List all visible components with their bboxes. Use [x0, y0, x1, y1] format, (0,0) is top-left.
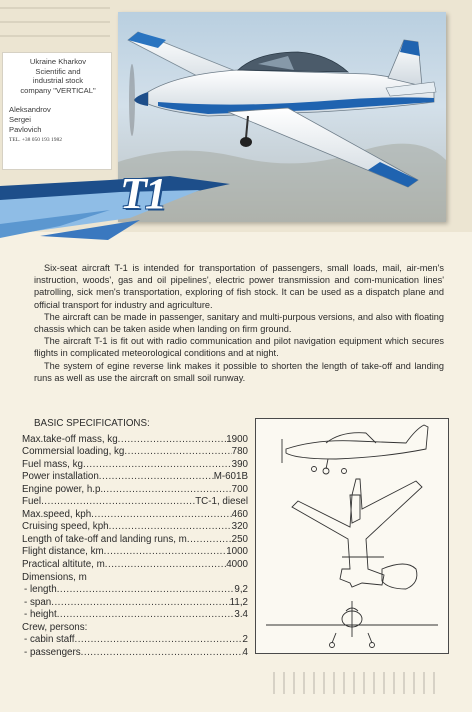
spec-label: Fuel mass, kg — [22, 458, 83, 470]
spec-row — [22, 546, 248, 559]
spec-row — [22, 634, 248, 647]
spec-row — [22, 559, 248, 572]
spec-value: TC-1, diesel — [195, 496, 248, 508]
spec-value: 320 — [231, 521, 248, 533]
specifications-title: BASIC SPECIFICATIONS: — [34, 418, 150, 429]
spec-value: 3.4 — [234, 609, 248, 621]
company-line: industrial stock — [32, 76, 84, 86]
company-line: Scientific and — [35, 66, 81, 76]
spec-row — [22, 446, 248, 459]
description-paragraph: The system of egine reverse link makes it possible to shorten the length of take-off and landing runs as well as use the aircraft on small soil runway. — [34, 360, 444, 383]
spec-label: - length — [24, 584, 57, 596]
spec-value: 4000 — [226, 559, 248, 571]
decorative-bars — [270, 672, 446, 694]
dimensions-heading — [22, 572, 248, 585]
three-view-drawing — [255, 418, 449, 654]
specifications — [22, 418, 248, 659]
spec-value: 11,2 — [229, 596, 248, 608]
spec-value: 250 — [231, 533, 248, 545]
company-line: Ukraine Kharkov — [29, 57, 87, 66]
spec-label: - cabin staff — [24, 634, 75, 646]
description-paragraph: The aircraft can be made in passenger, sanitary and multi-purpous versions, and also with floating chassis which can be taken aside when landing on firm ground. — [34, 311, 444, 335]
crew-title: Crew, persons: — [22, 621, 88, 633]
spec-label: Commersial loading, kg — [22, 446, 125, 458]
spec-row — [22, 509, 248, 522]
phone-number: TEL. +38 050 193 1982 — [9, 137, 63, 144]
description — [34, 262, 444, 384]
spec-row — [22, 471, 248, 484]
spec-row — [22, 521, 248, 534]
aircraft-drawings — [256, 419, 448, 653]
spec-label: Length of take-off and landing runs, m — [22, 533, 187, 545]
spec-label: Power installation — [22, 471, 99, 483]
spec-label: Flight distance, km — [22, 546, 104, 558]
spec-label: Cruising speed, kph — [22, 521, 109, 533]
spec-value: 1000 — [226, 546, 248, 558]
spec-row — [22, 534, 248, 547]
spec-label: Max.speed, kph — [22, 508, 92, 520]
crew-heading — [22, 622, 248, 635]
spec-value: 460 — [231, 508, 248, 520]
spec-row — [22, 496, 248, 509]
spec-row — [22, 484, 248, 497]
spec-value: M-601B — [213, 471, 248, 483]
spec-row — [22, 597, 248, 610]
spec-row — [22, 434, 248, 447]
spec-value: 1900 — [226, 433, 248, 445]
spec-row — [22, 609, 248, 622]
spec-label: Fuel — [22, 496, 42, 508]
spec-value: 4 — [242, 646, 248, 658]
contact-card — [2, 52, 112, 170]
spec-label: Practical altitute, m — [22, 559, 105, 571]
person-line: Pavlovich — [9, 124, 42, 134]
description-paragraph: The aircraft T-1 is fit out with radio communication and pilot navigation equipment which secures flights in complicated meteorological conditions and at night. — [34, 336, 444, 359]
spec-value: 390 — [231, 458, 248, 470]
spec-value: 2 — [242, 634, 248, 646]
spec-label: Max.take-off mass, kg — [22, 433, 118, 445]
spec-row — [22, 459, 248, 472]
spec-value: 700 — [231, 483, 248, 495]
description-paragraph: Six-seat aircraft T-1 is intended for transportation of passengers, small loads, mail, air-men's instruction, woods', gas and oil pipelines', electric power transmission and com-munication lines' patrolling, sick men's transportation, exploring of fish stock. It can be used as a dispatch plane and official transport for industry and agriculture. — [34, 263, 444, 310]
spec-label: - height — [24, 609, 57, 621]
spec-value: 9,2 — [234, 584, 248, 596]
spec-row — [22, 584, 248, 597]
spec-row — [22, 647, 248, 660]
company-line: company "VERTICAL" — [20, 85, 96, 95]
spec-label: Engine power, h.p. — [22, 483, 104, 495]
spec-label: - span — [24, 596, 52, 608]
decorative-lines — [0, 0, 120, 60]
spec-value: 780 — [231, 446, 248, 458]
model-logo: T1 — [120, 169, 165, 218]
person-line: Aleksandrov — [9, 105, 51, 115]
spec-label: - passengers — [24, 646, 81, 658]
person-line: Sergei — [9, 114, 31, 124]
dimensions-title: Dimensions, m — [22, 571, 87, 583]
logo-swoosh — [0, 166, 472, 256]
